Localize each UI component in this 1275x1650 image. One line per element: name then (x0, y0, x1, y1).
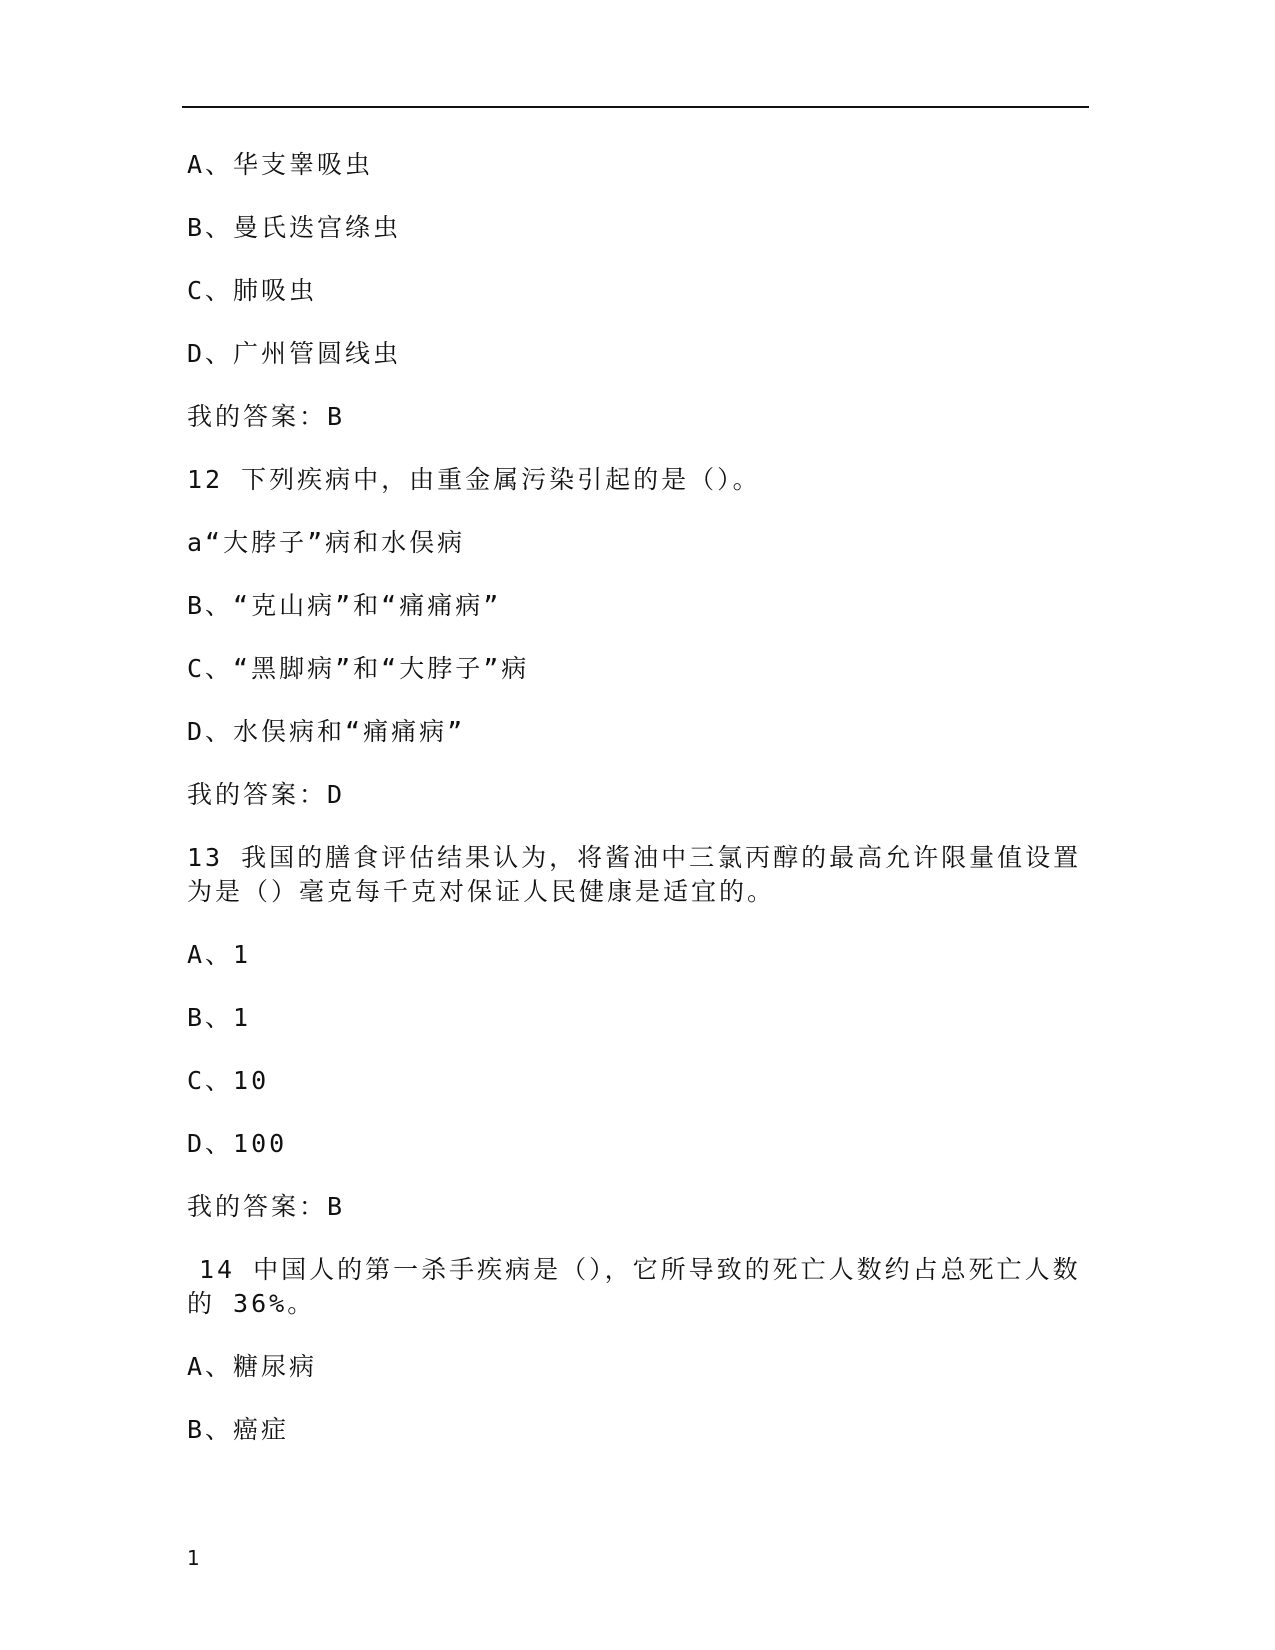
option-line: A、糖尿病 (187, 1352, 318, 1381)
option-line: C、10 (187, 1066, 270, 1095)
option-line: B、癌症 (187, 1415, 290, 1444)
header-rule (182, 106, 1089, 108)
option-line: D、100 (187, 1129, 288, 1158)
option-line: A、华支睾吸虫 (187, 150, 374, 179)
question-paragraph: 14 中国人的第一杀手疾病是（），它所导致的死亡人数约占总死亡人数的 36%。 (187, 1255, 1081, 1318)
option-line: D、广州管圆线虫 (187, 339, 402, 368)
option-line: a“大脖子”病和水俣病 (187, 528, 466, 557)
option-line: C、“黑脚病”和“大脖子”病 (187, 654, 530, 683)
option-line: B、“克山病”和“痛痛病” (187, 591, 502, 620)
answer-line: 我的答案：D (187, 780, 346, 809)
option-line: A、1 (187, 940, 252, 969)
option-line: B、1 (187, 1003, 252, 1032)
document-body (187, 148, 1087, 1476)
question-paragraph: 13 我国的膳食评估结果认为，将酱油中三氯丙醇的最高允许限量值设置为是（）毫克每千克对保证人民健康是适宜的。 (187, 843, 1082, 906)
answer-line: 我的答案：B (187, 402, 346, 431)
option-line: C、肺吸虫 (187, 276, 318, 305)
option-line: B、曼氏迭宫绦虫 (187, 213, 402, 242)
question-line: 12 下列疾病中，由重金属污染引起的是（）。 (187, 465, 761, 494)
page-number: 1 (187, 1546, 200, 1570)
option-line: D、水俣病和“痛痛病” (187, 717, 466, 746)
answer-line: 我的答案：B (187, 1192, 346, 1221)
